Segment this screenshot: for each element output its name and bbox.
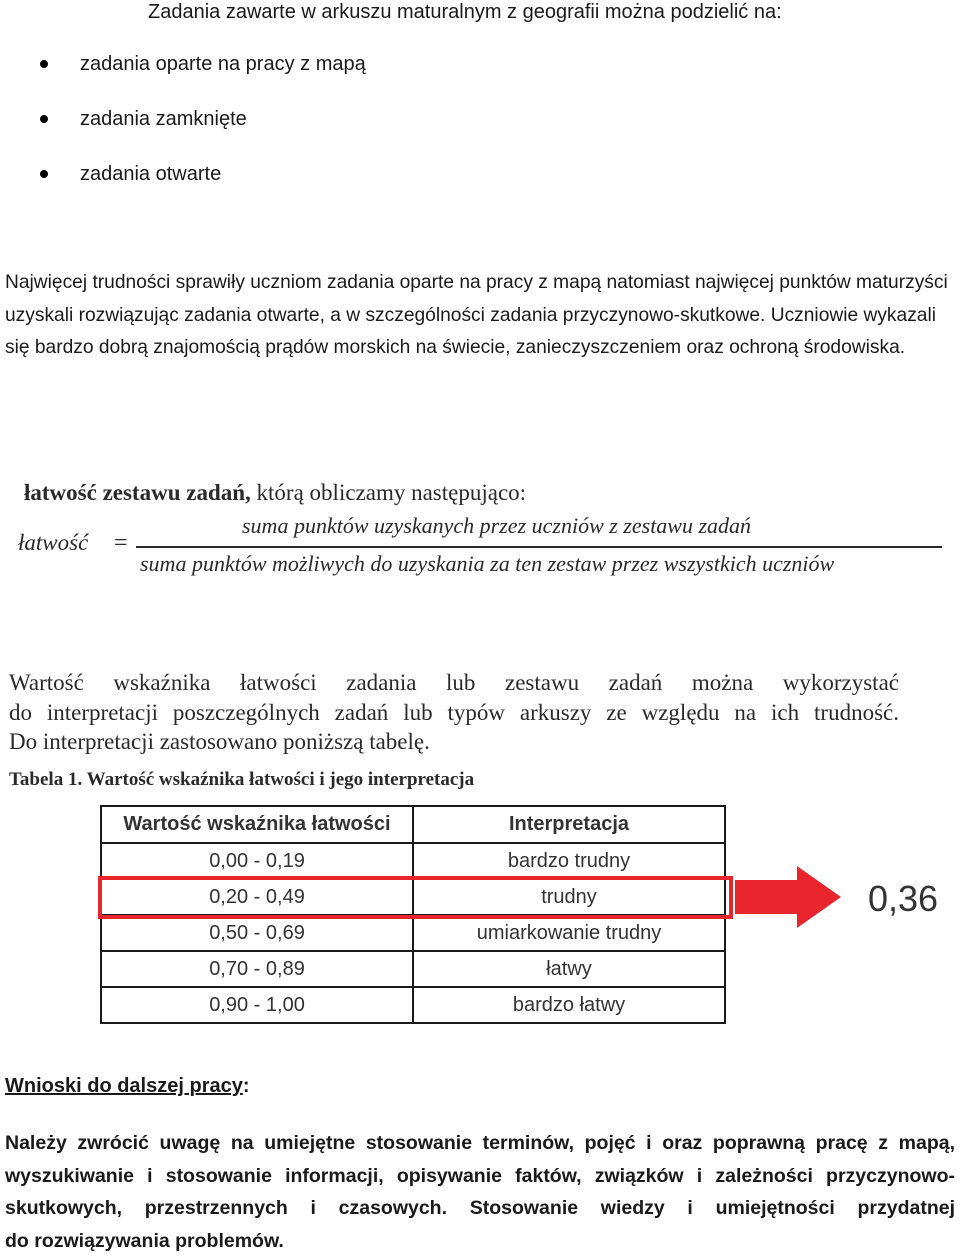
highlight-box	[98, 876, 733, 919]
arrow-right-icon	[735, 866, 843, 928]
column-header: Wartość wskaźnika łatwości	[101, 806, 413, 843]
table-cell: bardzo trudny	[413, 843, 725, 879]
conclusions-text: Należy zwrócić uwagę na umiejętne stosowanie terminów, pojęć i oraz poprawną pracę z mapą, wyszukiwanie i stosowanie informacji, opisywanie faktów, związków i zależności przyczynowo- skutkowych, przestrzennych i czasowych. Stosowanie wiedzy i umiejętności przydatnej do rozwiązywania problemów.	[5, 1132, 955, 1252]
table-caption: Tabela 1. Wartość wskaźnika łatwości i jego interpretacja	[9, 769, 475, 790]
table-cell: trudny	[413, 879, 725, 915]
table-cell: 0,70 - 0,89	[101, 951, 413, 987]
intro-text: Zadania zawarte w arkuszu maturalnym z geografii można podzielić na:	[148, 1, 782, 23]
fraction-bar	[136, 546, 942, 548]
table-row	[101, 987, 725, 1023]
table-cell: bardzo łatwy	[413, 987, 725, 1023]
formula-title: łatwość zestawu zadań, którą obliczamy następująco:	[24, 480, 527, 505]
table-row	[101, 915, 725, 951]
table-cell: 0,90 - 1,00	[101, 987, 413, 1023]
table-cell: łatwy	[413, 951, 725, 987]
index-description: Wartość wskaźnika łatwości zadania lub zestawu zadań można wykorzystać do interpretacji poszczególnych zadań lub typów arkuszy ze względu na ich trudność. Do interpretacji zastosowano poniższą tabelę.	[9, 670, 899, 754]
conclusions-title: Wnioski do dalszej pracy:	[5, 1075, 250, 1097]
column-header: Interpretacja	[413, 806, 725, 843]
table-row	[101, 951, 725, 987]
formula-equals: =	[114, 530, 128, 556]
table-cell: 0,20 - 0,49	[101, 879, 413, 915]
table-row	[101, 843, 725, 879]
table-cell: umiarkowanie trudny	[413, 915, 725, 951]
formula-denominator: suma punktów możliwych do uzyskania za ten zestaw przez wszystkich uczniów	[140, 551, 835, 576]
results-paragraph: Najwięcej trudności sprawiły uczniom zadania oparte na pracy z mapą natomiast najwięcej punktów maturzyści uzyskali rozwiązując zadania otwarte, a w szczególności zadania przyczynowo-skutkowe. Uczniowie wykazali się bardzo dobrą znajomością prądów morskich na świecie, zanieczyszczeniem oraz ochroną środowiska.	[5, 272, 948, 358]
result-value: 0,36	[868, 878, 939, 919]
table-cell: 0,00 - 0,19	[101, 843, 413, 879]
bullet-icon	[40, 60, 48, 68]
table-header-row	[101, 806, 725, 843]
bullet-icon	[40, 170, 48, 178]
formula-numerator: suma punktów uzyskanych przez uczniów z zestawu zadań	[242, 513, 752, 538]
table-cell: 0,50 - 0,69	[101, 915, 413, 951]
bullet-icon	[40, 115, 48, 123]
formula-lhs: łatwość	[18, 530, 89, 555]
